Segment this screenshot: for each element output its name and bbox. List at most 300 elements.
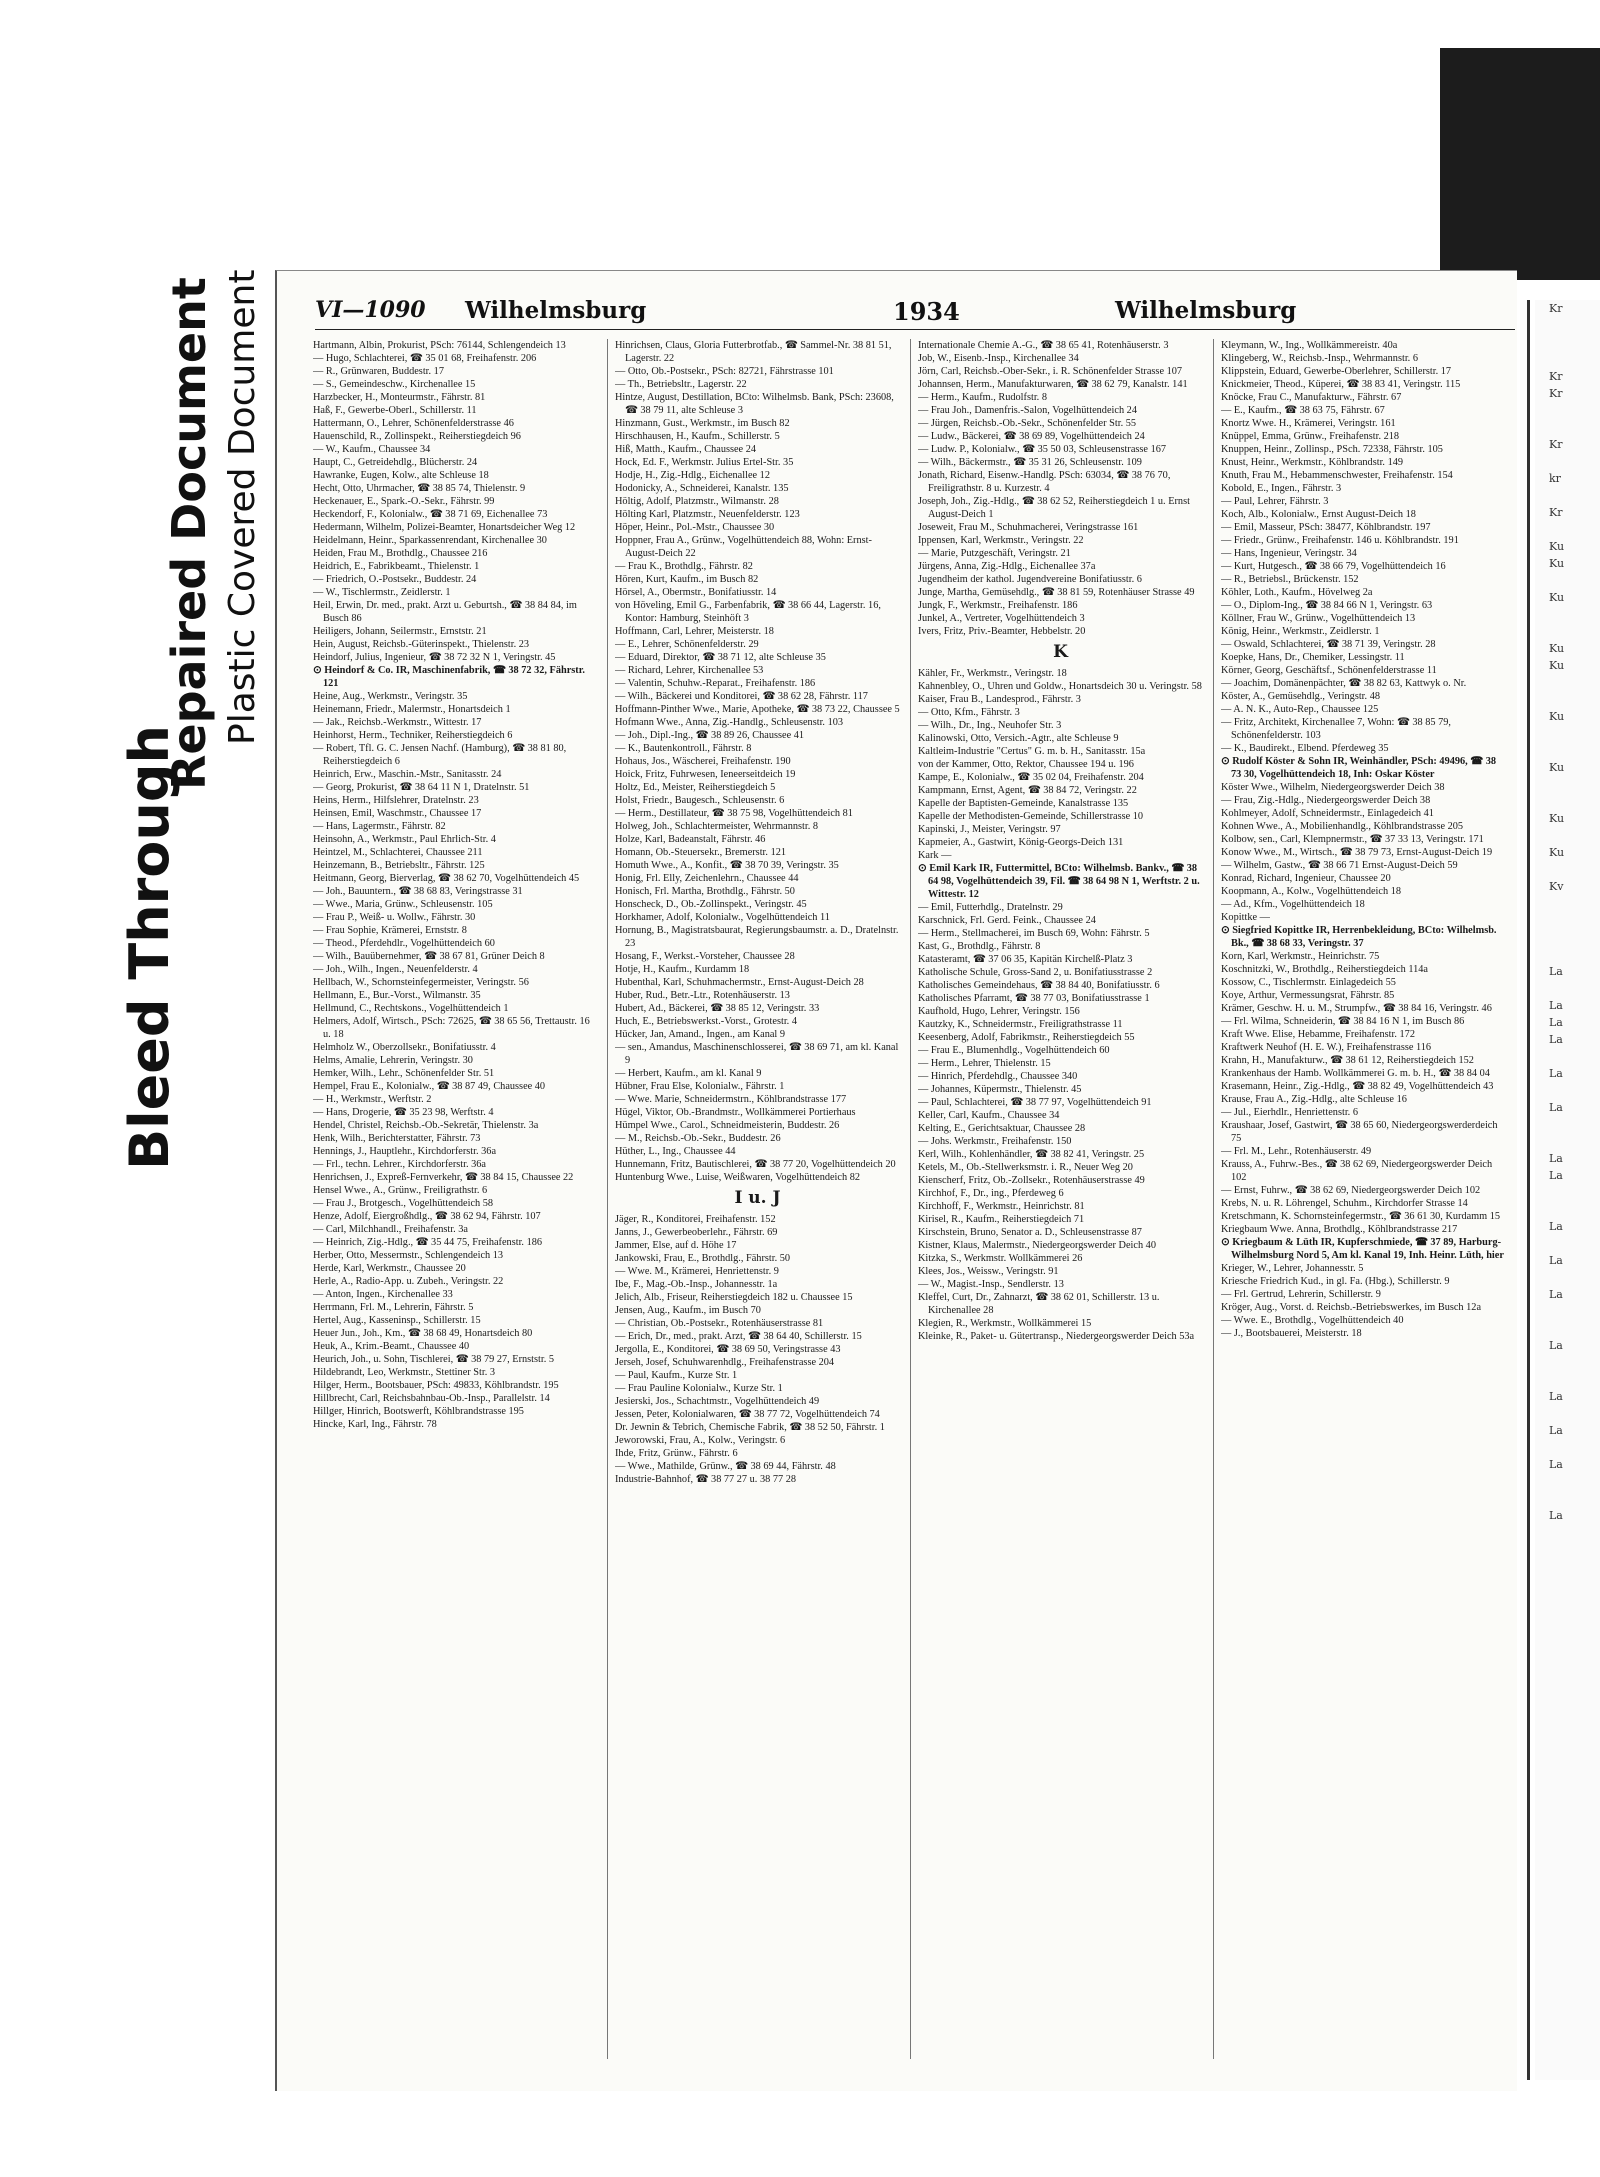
next-page-line: La bbox=[1549, 1424, 1563, 1437]
next-page-line: Kr bbox=[1549, 438, 1563, 451]
directory-entry: Jonath, Richard, Eisenw.-Handlg. PSch: 63034, ☎ 38 76 70, Freiligrathstr. 8 u. Kurzestr. 4 bbox=[918, 470, 1171, 494]
directory-entry: Knust, Heinr., Werkmstr., Köhlbrandstr. 149 bbox=[1221, 457, 1404, 468]
directory-entry: Hörsel, A., Obermstr., Bonifatiusstr. 14 bbox=[615, 587, 777, 598]
directory-entry: Kobold, E., Ingen., Fährstr. 3 bbox=[1221, 483, 1342, 494]
directory-entry: Honisch, Frl. Martha, Brothdlg., Fährstr. 50 bbox=[615, 886, 795, 897]
directory-entry: Hawranke, Eugen, Kolw., alte Schleuse 18 bbox=[313, 470, 489, 481]
directory-entry: Hattermann, O., Lehrer, Schönenfelderstrasse 46 bbox=[313, 418, 514, 429]
directory-entry: Kleinke, R., Paket- u. Gütertransp., Niedergeorgswerder Deich 53a bbox=[918, 1331, 1195, 1342]
next-page-line: La bbox=[1549, 1033, 1563, 1046]
directory-entry: — Frau Pauline Kolonialw., Kurze Str. 1 bbox=[615, 1383, 783, 1394]
next-page-line bbox=[1535, 1439, 1600, 1456]
column-divider bbox=[1213, 339, 1214, 2059]
directory-entry: — W., Kaufm., Chaussee 34 bbox=[313, 444, 431, 455]
directory-entry: — A. N. K., Auto-Rep., Chaussee 125 bbox=[1221, 704, 1379, 715]
directory-entry: Krause, Frau A., Zig.-Hdlg., alte Schleuse 16 bbox=[1221, 1094, 1407, 1105]
directory-entry: Holtz, Ed., Meister, Reiherstiegdeich 5 bbox=[615, 782, 776, 793]
directory-entry: Kark — bbox=[918, 850, 952, 861]
directory-entry: Heiden, Frau M., Brothdlg., Chaussee 216 bbox=[313, 548, 488, 559]
directory-entry: Jäger, R., Konditorei, Freihafenstr. 152 bbox=[615, 1214, 776, 1225]
column-divider bbox=[607, 339, 608, 2059]
directory-entry: Hoffmann, Carl, Lehrer, Meisterstr. 18 bbox=[615, 626, 774, 637]
next-page-line: La bbox=[1549, 1016, 1563, 1029]
directory-entry: — Herm., Destillateur, ☎ 38 75 98, Vogelhüttendeich 81 bbox=[615, 808, 853, 819]
next-page-line bbox=[1535, 946, 1600, 963]
directory-entry: — Valentin, Schuhw.-Reparat., Freihafenstr. 186 bbox=[615, 678, 816, 689]
directory-entry: Koye, Arthur, Vermessungsrat, Fährstr. 85 bbox=[1221, 990, 1395, 1001]
directory-entry: Kistner, Klaus, Malermstr., Niedergeorgswerder Deich 40 bbox=[918, 1240, 1156, 1251]
directory-entry: Köster Wwe., Wilhelm, Niedergeorgswerder Deich 38 bbox=[1221, 782, 1445, 793]
directory-column-1 bbox=[313, 339, 598, 2059]
directory-entry: — Ludw., Bäckerei, ☎ 38 69 89, Vogelhüttendeich 24 bbox=[918, 431, 1145, 442]
directory-entry: Heinzemann, B., Betriebsltr., Fährstr. 125 bbox=[313, 860, 485, 871]
directory-entry: — Joh., Dipl.-Ing., ☎ 38 89 26, Chaussee 41 bbox=[615, 730, 805, 741]
directory-entry: — Wwe. Marie, Schneidermstrn., Köhlbrandstrasse 177 bbox=[615, 1094, 847, 1105]
directory-entry: ⊙ Rudolf Köster & Sohn IR, Weinhändler, PSch: 49496, ☎ 38 73 30, Vogelhüttendeich 18, Inh: Oskar Köster bbox=[1221, 756, 1497, 780]
directory-entry: — Frau Sophie, Krämerei, Ernststr. 8 bbox=[313, 925, 467, 936]
directory-entry: Jungk, F., Werkmstr., Freihafenstr. 186 bbox=[918, 600, 1078, 611]
directory-entry: — Frl. Wilma, Schneiderin, ☎ 38 84 16 N 1, im Busch 86 bbox=[1221, 1016, 1465, 1027]
directory-entry: Hubenthal, Karl, Schuhmachermstr., Ernst-August-Deich 28 bbox=[615, 977, 864, 988]
directory-entry: Horkhamer, Adolf, Kolonialw., Vogelhüttendeich 11 bbox=[615, 912, 830, 923]
directory-entry: Kitzka, S., Werkmstr. Wollkämmerei 26 bbox=[918, 1253, 1083, 1264]
directory-entry: — Wwe., Mathilde, Grünw., ☎ 38 69 44, Fährstr. 48 bbox=[615, 1461, 836, 1472]
directory-entry: — Herm., Lehrer, Thielenstr. 15 bbox=[918, 1058, 1051, 1069]
directory-entry: Internationale Chemie A.-G., ☎ 38 65 41, Rotenhäuserstr. 3 bbox=[918, 340, 1169, 351]
directory-entry: Hein, August, Reichsb.-Güterinspekt., Thielenstr. 23 bbox=[313, 639, 530, 650]
directory-entry: Kröger, Aug., Vorst. d. Reichsb.-Betriebswerkes, im Busch 12a bbox=[1221, 1302, 1482, 1313]
next-page-line: Ku bbox=[1549, 557, 1565, 570]
directory-entry: Hertel, Aug., Kasseninsp., Schillerstr. 15 bbox=[313, 1315, 481, 1326]
directory-entry: — Heinrich, Zig.-Hdlg., ☎ 35 44 75, Freihafenstr. 186 bbox=[313, 1237, 543, 1248]
directory-entry: Homann, Ob.-Steuersekr., Bremerstr. 121 bbox=[615, 847, 787, 858]
directory-entry: Konrad, Richard, Ingenieur, Chaussee 20 bbox=[1221, 873, 1391, 884]
directory-entry: — Erich, Dr., med., prakt. Arzt, ☎ 38 64 40, Schillerstr. 15 bbox=[615, 1331, 862, 1342]
directory-entry: Hümpel Wwe., Carol., Schneidmeisterin, Buddestr. 26 bbox=[615, 1120, 840, 1131]
directory-entry: Hemker, Wilh., Lehr., Schönenfelder Str. 51 bbox=[313, 1068, 495, 1079]
directory-entry: Ibe, F., Mag.-Ob.-Insp., Johannesstr. 1a bbox=[615, 1279, 778, 1290]
directory-entry: Kerl, Wilh., Kohlenhändler, ☎ 38 82 41, Veringstr. 25 bbox=[918, 1149, 1145, 1160]
directory-entry: — Fritz, Architekt, Kirchenallee 7, Wohn: ☎ 38 85 79, Schönenfelderstr. 103 bbox=[1221, 717, 1452, 741]
directory-entry: — Frl. Gertrud, Lehrerin, Schillerstr. 9 bbox=[1221, 1289, 1381, 1300]
directory-entry: Herrmann, Frl. M., Lehrerin, Fährstr. 5 bbox=[313, 1302, 474, 1313]
next-page-line: Kr bbox=[1549, 370, 1563, 383]
directory-entry: Helms, Amalie, Lehrerin, Veringstr. 30 bbox=[313, 1055, 473, 1066]
directory-entry: Krankenhaus der Hamb. Wollkämmerei G. m. b. H., ☎ 38 84 04 bbox=[1221, 1068, 1490, 1079]
directory-entry: Koch, Alb., Kolonialw., Ernst August-Deich 18 bbox=[1221, 509, 1416, 520]
next-page-line: La bbox=[1549, 1339, 1563, 1352]
directory-entry: Heins, Herm., Hilfslehrer, Dratelnstr. 23 bbox=[313, 795, 479, 806]
directory-entry: Hotje, H., Kaufm., Kurdamm 18 bbox=[615, 964, 750, 975]
directory-entry: Hillger, Hinrich, Bootswerft, Köhlbrandstrasse 195 bbox=[313, 1406, 524, 1417]
directory-entry: — R., Betriebsl., Brückenstr. 152 bbox=[1221, 574, 1359, 585]
directory-entry: Hornung, B., Magistratsbaurat, Regierungsbaumstr. a. D., Dratelnstr. 23 bbox=[615, 925, 899, 949]
repaired-document-label: Repaired Document bbox=[162, 277, 216, 790]
directory-entry: — Frau E., Blumenhdlg., Vogelhüttendeich 60 bbox=[918, 1045, 1110, 1056]
directory-entry: Heuer Jun., Joh., Km., ☎ 38 68 49, Honartsdeich 80 bbox=[313, 1328, 533, 1339]
directory-entry: Jessen, Peter, Kolonialwaren, ☎ 38 77 72, Vogelhüttendeich 74 bbox=[615, 1409, 880, 1420]
next-page-line bbox=[1535, 317, 1600, 334]
next-page-line bbox=[1535, 793, 1600, 810]
directory-entry: Hauenschild, R., Zollinspekt., Reiherstiegdeich 96 bbox=[313, 431, 521, 442]
directory-entry: Heinsohn, A., Werkmstr., Paul Ehrlich-Str. 4 bbox=[313, 834, 496, 845]
directory-entry: — S., Gemeindeschw., Kirchenallee 15 bbox=[313, 379, 476, 390]
directory-entry: Klees, Jos., Weissw., Veringstr. 91 bbox=[918, 1266, 1059, 1277]
directory-entry: Krämer, Geschw. H. u. M., Strumpfw., ☎ 38 84 16, Veringstr. 46 bbox=[1221, 1003, 1492, 1014]
directory-entry: — Wilh., Dr., Ing., Neuhofer Str. 3 bbox=[918, 720, 1062, 731]
directory-entry: Jesierski, Jos., Schachtmstr., Vogelhüttendeich 49 bbox=[615, 1396, 820, 1407]
directory-entry: Knüppel, Emma, Grünw., Freihafenstr. 218 bbox=[1221, 431, 1400, 442]
directory-entry: Ihde, Fritz, Grünw., Fährstr. 6 bbox=[615, 1448, 738, 1459]
directory-entry: Kretschmann, K. Schornsteinfegermstr., ☎ 36 61 30, Kurdamm 15 bbox=[1221, 1211, 1501, 1222]
directory-entry: — Frau, Zig.-Hdlg., Niedergeorgswerder Deich 38 bbox=[1221, 795, 1431, 806]
directory-entry: — Friedr., Grünw., Freihafenstr. 146 u. Köhlbrandstr. 191 bbox=[1221, 535, 1459, 546]
directory-entry: — Ernst, Fuhrw., ☎ 38 62 69, Niedergeorgswerder Deich 102 bbox=[1221, 1185, 1481, 1196]
directory-entry: Konow Wwe., M., Wirtsch., ☎ 38 79 73, Ernst-August-Deich 19 bbox=[1221, 847, 1493, 858]
directory-entry: — Hans, Drogerie, ☎ 35 23 98, Werftstr. 4 bbox=[313, 1107, 494, 1118]
directory-entry: Jugendheim der kathol. Jugendvereine Bonifatiusstr. 6 bbox=[918, 574, 1142, 585]
directory-entry: Hedermann, Wilhelm, Polizei-Beamter, Honartsdeicher Weg 12 bbox=[313, 522, 576, 533]
directory-entry: ⊙ Heindorf & Co. IR, Maschinenfabrik, ☎ 38 72 32, Fährstr. 121 bbox=[313, 665, 585, 689]
directory-entry: Krasemann, Heinr., Zig.-Hdlg., ☎ 38 82 49, Vogelhüttendeich 43 bbox=[1221, 1081, 1494, 1092]
directory-entry: ⊙ Kriegbaum & Lüth IR, Kupferschmiede, ☎ 37 89, Harburg-Wilhelmsburg Nord 5, Am kl. Kanal 19, Inh. Heinr. Lüth, hier bbox=[1221, 1237, 1504, 1261]
directory-entry: — Ludw. P., Kolonialw., ☎ 35 50 03, Schleusenstrasse 167 bbox=[918, 444, 1167, 455]
directory-entry: Henrichsen, J., Expreß-Fernverkehr, ☎ 38 84 15, Chaussee 22 bbox=[313, 1172, 574, 1183]
directory-entry: Kirschstein, Bruno, Senator a. D., Schleusenstrasse 87 bbox=[918, 1227, 1142, 1238]
directory-entry: — Christian, Ob.-Postsekr., Rotenhäuserstrasse 81 bbox=[615, 1318, 824, 1329]
directory-entry: Kaiser, Frau B., Landesprod., Fährstr. 3 bbox=[918, 694, 1081, 705]
next-page-line: Kr bbox=[1549, 506, 1563, 519]
directory-entry: Kirchhoff, F., Werkmstr., Heinrichstr. 81 bbox=[918, 1201, 1085, 1212]
directory-entry: Hennings, J., Hauptlehr., Kirchdorferstr. 36a bbox=[313, 1146, 497, 1157]
next-page-line: Ku bbox=[1549, 812, 1565, 825]
directory-entry: Heinrich, Erw., Maschin.-Mstr., Sanitasstr. 24 bbox=[313, 769, 502, 780]
directory-entry: Krahn, H., Manufakturw., ☎ 38 61 12, Reiherstiegdeich 152 bbox=[1221, 1055, 1474, 1066]
next-page-line bbox=[1535, 419, 1600, 436]
directory-entry: Hubert, Ad., Bäckerei, ☎ 38 85 12, Veringstr. 33 bbox=[615, 1003, 820, 1014]
directory-entry: — Frl. M., Lehr., Rotenhäuserstr. 49 bbox=[1221, 1146, 1372, 1157]
next-page-line: La bbox=[1549, 1067, 1563, 1080]
directory-entry: Hören, Kurt, Kaufm., im Busch 82 bbox=[615, 574, 759, 585]
directory-entry: Katholisches Gemeindehaus, ☎ 38 84 40, Bonifatiusstr. 6 bbox=[918, 980, 1160, 991]
directory-entry: Kahnenbley, O., Uhren und Goldw., Honartsdeich 30 u. Veringstr. 58 bbox=[918, 681, 1202, 692]
directory-entry: Hillbrecht, Carl, Reichsbahnbau-Ob.-Insp., Parallelstr. 14 bbox=[313, 1393, 550, 1404]
directory-entry: Heckenauer, E., Spark.-O.-Sekr., Fährstr. 99 bbox=[313, 496, 495, 507]
directory-entry: Kapinski, J., Meister, Veringstr. 97 bbox=[918, 824, 1061, 835]
directory-entry: — H., Werkmstr., Werftstr. 2 bbox=[313, 1094, 432, 1105]
directory-entry: — Wilh., Bauübernehmer, ☎ 38 67 81, Grüner Deich 8 bbox=[313, 951, 545, 962]
directory-entry: Heinsen, Emil, Waschmstr., Chaussee 17 bbox=[313, 808, 482, 819]
next-page-line: Ku bbox=[1549, 642, 1565, 655]
next-page-line: Ku bbox=[1549, 846, 1565, 859]
directory-entry: Krieger, W., Lehrer, Johannesstr. 5 bbox=[1221, 1263, 1364, 1274]
section-heading: I u. J bbox=[734, 1188, 781, 1208]
directory-entry: — Hinrich, Pferdehdlg., Chaussee 340 bbox=[918, 1071, 1078, 1082]
header-year: 1934 bbox=[893, 297, 960, 326]
directory-entry: Kraftwerk Neuhof (H. E. W.), Freihafenstrasse 116 bbox=[1221, 1042, 1432, 1053]
directory-entry: — Wilh., Bäckermstr., ☎ 35 31 26, Schleusenstr. 109 bbox=[918, 457, 1142, 468]
header-city-left: Wilhelmsburg bbox=[465, 297, 647, 324]
directory-entry: Hecht, Otto, Uhrmacher, ☎ 38 85 74, Thielenstr. 9 bbox=[313, 483, 526, 494]
next-page-line bbox=[1535, 1082, 1600, 1099]
directory-entry: Knuth, Frau M., Hebammenschwester, Freihafenstr. 154 bbox=[1221, 470, 1453, 481]
directory-entry: Hübner, Frau Else, Kolonialw., Fährstr. 1 bbox=[615, 1081, 785, 1092]
directory-entry: Dr. Jewnin & Tebrich, Chemische Fabrik, ☎ 38 52 50, Fährstr. 1 bbox=[615, 1422, 885, 1433]
directory-entry: — Wwe., Maria, Grünw., Schleusenstr. 105 bbox=[313, 899, 493, 910]
directory-entry: Holst, Friedr., Baugesch., Schleusenstr. 6 bbox=[615, 795, 785, 806]
next-page-line: La bbox=[1549, 1458, 1563, 1471]
next-page-line bbox=[1535, 827, 1600, 844]
directory-entry: Kohnen Wwe., A., Mobilienhandlg., Köhlbrandstrasse 205 bbox=[1221, 821, 1464, 832]
next-page-line bbox=[1535, 1116, 1600, 1133]
directory-entry: Kleymann, W., Ing., Wollkämmereistr. 40a bbox=[1221, 340, 1398, 351]
directory-entry: Heintzel, M., Schlachterei, Chaussee 211 bbox=[313, 847, 483, 858]
column-divider bbox=[910, 339, 911, 2059]
directory-entry: Hempel, Frau E., Kolonialw., ☎ 38 87 49, Chaussee 40 bbox=[313, 1081, 546, 1092]
directory-entry: — Johannes, Küpermstr., Thielenstr. 45 bbox=[918, 1084, 1082, 1095]
directory-entry: ⊙ Emil Kark IR, Futtermittel, BCto: Wilhelmsb. Bankv., ☎ 38 64 98, Vogelhüttendeich 39, Fil. ☎ 38 64 98 N 1, Werftstr. 2 u. Wittestr. 12 bbox=[918, 863, 1200, 900]
next-page-line bbox=[1535, 725, 1600, 742]
directory-entry: — E., Kaufm., ☎ 38 63 75, Fährstr. 67 bbox=[1221, 405, 1385, 416]
next-page-line bbox=[1535, 1184, 1600, 1201]
directory-entry: Henk, Wilh., Berichterstatter, Fährstr. 73 bbox=[313, 1133, 481, 1144]
directory-entry: — Herm., Stellmacherei, im Busch 69, Wohn: Fährstr. 5 bbox=[918, 928, 1150, 939]
directory-entry: Kossow, C., Tischlermstr. Einlagedeich 55 bbox=[1221, 977, 1396, 988]
next-page-line: Kv bbox=[1549, 880, 1564, 893]
directory-entry: Kast, G., Brothdlg., Fährstr. 8 bbox=[918, 941, 1041, 952]
directory-entry: Herde, Karl, Werkmstr., Chaussee 20 bbox=[313, 1263, 466, 1274]
directory-entry: Kopittke — bbox=[1221, 912, 1270, 923]
directory-entry: Hellbach, W., Schornsteinfegermeister, Veringstr. 56 bbox=[313, 977, 529, 988]
directory-entry: Huntenburg Wwe., Luise, Weißwaren, Vogelhüttendeich 82 bbox=[615, 1172, 861, 1183]
directory-entry: Hodonicky, A., Schneiderei, Kanalstr. 135 bbox=[615, 483, 789, 494]
next-page-line: La bbox=[1549, 1254, 1563, 1267]
directory-entry: — Frau Joh., Damenfris.-Salon, Vogelhüttendeich 24 bbox=[918, 405, 1137, 416]
directory-entry: Kähler, Fr., Werkmstr., Veringstr. 18 bbox=[918, 668, 1067, 679]
directory-entry: Hohaus, Jos., Wäscherei, Freihafenstr. 190 bbox=[615, 756, 791, 767]
directory-entry: Hoffmann-Pinther Wwe., Marie, Apotheke, ☎ 38 73 22, Chaussee 5 bbox=[615, 704, 900, 715]
next-page-line bbox=[1535, 1269, 1600, 1286]
directory-entry: — Herm., Kaufm., Rudolfstr. 8 bbox=[918, 392, 1047, 403]
directory-entry: Höltig, Adolf, Platzmstr., Wilmanstr. 28 bbox=[615, 496, 779, 507]
directory-entry: Hölting Karl, Platzmstr., Neuenfelderstr. 123 bbox=[615, 509, 800, 520]
directory-entry: ⊙ Siegfried Kopittke IR, Herrenbekleidung, BCto: Wilhelmsb. Bk., ☎ 38 68 33, Veringstr. 37 bbox=[1221, 925, 1497, 949]
directory-entry: — Joh., Wilh., Ingen., Neuenfelderstr. 4 bbox=[313, 964, 478, 975]
directory-entry: — Friedrich, O.-Postsekr., Buddestr. 24 bbox=[313, 574, 477, 585]
directory-entry: Jeworowski, Frau, A., Kolw., Veringstr. 6 bbox=[615, 1435, 786, 1446]
directory-entry: Knickmeier, Theod., Küperei, ☎ 38 83 41, Veringstr. 115 bbox=[1221, 379, 1461, 390]
directory-entry: Koepke, Hans, Dr., Chemiker, Lessingstr. 11 bbox=[1221, 652, 1405, 663]
directory-entry: — Richard, Lehrer, Kirchenallee 53 bbox=[615, 665, 764, 676]
directory-entry: Hügel, Viktor, Ob.-Brandmstr., Wollkämmerei Portierhaus bbox=[615, 1107, 856, 1118]
directory-entry: Jensen, Aug., Kaufm., im Busch 70 bbox=[615, 1305, 761, 1316]
directory-entry: — Oswald, Schlachterei, ☎ 38 71 39, Veringstr. 28 bbox=[1221, 639, 1436, 650]
directory-entry: Hildebrandt, Leo, Werkmstr., Stettiner Str. 3 bbox=[313, 1367, 496, 1378]
next-page-line: Kr bbox=[1549, 302, 1563, 315]
next-page-line: Kr bbox=[1549, 387, 1563, 400]
directory-entry: Homuth Wwe., A., Konfit., ☎ 38 70 39, Veringstr. 35 bbox=[615, 860, 839, 871]
next-page-line: Ku bbox=[1549, 710, 1565, 723]
directory-entry: — Jul., Eierhdlr., Henriettenstr. 6 bbox=[1221, 1107, 1358, 1118]
directory-entry: — Hans, Ingenieur, Veringstr. 34 bbox=[1221, 548, 1357, 559]
directory-entry: Hendel, Christel, Reichsb.-Ob.-Sekretär, Thielenstr. 3a bbox=[313, 1120, 539, 1131]
directory-entry: Hunnemann, Fritz, Bautischlerei, ☎ 38 77 20, Vogelhüttendeich 20 bbox=[615, 1159, 896, 1170]
directory-entry: Kriegbaum Wwe. Anna, Brothdlg., Köhlbrandstrasse 217 bbox=[1221, 1224, 1458, 1235]
plastic-covered-label: Plastic Covered Document bbox=[222, 269, 263, 745]
directory-entry: Klippstein, Eduard, Gewerbe-Oberlehrer, Schillerstr. 17 bbox=[1221, 366, 1452, 377]
directory-entry: Helmholz W., Oberzollsekr., Bonifatiusstr. 4 bbox=[313, 1042, 496, 1053]
directory-entry: — Frau J., Brotgesch., Vogelhüttendeich 58 bbox=[313, 1198, 494, 1209]
next-page-line: kr bbox=[1549, 472, 1561, 485]
next-page-line: La bbox=[1549, 999, 1563, 1012]
directory-entry: Hoick, Fritz, Fuhrwesen, Ieneerseitdeich 19 bbox=[615, 769, 796, 780]
directory-entry: Harzbecker, H., Monteurmstr., Fährstr. 81 bbox=[313, 392, 486, 403]
directory-entry: Keesenberg, Adolf, Fabrikmstr., Reiherstiegdeich 55 bbox=[918, 1032, 1135, 1043]
directory-entry: — Carl, Milchhandl., Freihafenstr. 3a bbox=[313, 1224, 468, 1235]
directory-entry: Kleffel, Curt, Dr., Zahnarzt, ☎ 38 62 01, Schillerstr. 13 u. Kirchenallee 28 bbox=[918, 1292, 1160, 1316]
directory-entry: Ivers, Fritz, Priv.-Beamter, Hebbelstr. 20 bbox=[918, 626, 1086, 637]
directory-entry: Jammer, Else, auf d. Höhe 17 bbox=[615, 1240, 737, 1251]
directory-entry: Heidelmann, Heinr., Sparkassenrendant, Kirchenallee 30 bbox=[313, 535, 547, 546]
directory-entry: — Emil, Futterhdlg., Dratelnstr. 29 bbox=[918, 902, 1063, 913]
scanner-dark-band bbox=[1440, 48, 1600, 280]
directory-entry: Katholisches Pfarramt, ☎ 38 77 03, Bonifatiusstrasse 1 bbox=[918, 993, 1150, 1004]
directory-page bbox=[275, 270, 1517, 2091]
directory-entry: — Wilh., Bäckerei und Konditorei, ☎ 38 62 28, Fährstr. 117 bbox=[615, 691, 868, 702]
directory-entry: König, Heinr., Werkmstr., Zeidlerstr. 1 bbox=[1221, 626, 1380, 637]
directory-entry: Köhler, Loth., Kaufm., Hövelweg 2a bbox=[1221, 587, 1373, 598]
directory-entry: Job, W., Eisenb.-Insp., Kirchenallee 34 bbox=[918, 353, 1079, 364]
directory-entry: Jerseh, Josef, Schuhwarenhdlg., Freihafenstrasse 204 bbox=[615, 1357, 835, 1368]
directory-column-4 bbox=[1221, 339, 1506, 2059]
directory-entry: Industrie-Bahnhof, ☎ 38 77 27 u. 38 77 28 bbox=[615, 1474, 796, 1485]
directory-entry: Kienscherf, Fritz, Ob.-Zollsekr., Rotenhäuserstrasse 49 bbox=[918, 1175, 1145, 1186]
directory-entry: — Frau K., Brothdlg., Fährstr. 82 bbox=[615, 561, 753, 572]
directory-entry: Kalinowski, Otto, Versich.-Agtr., alte Schleuse 9 bbox=[918, 733, 1119, 744]
directory-entry: Heuk, A., Krim.-Beamt., Chaussee 40 bbox=[313, 1341, 470, 1352]
directory-entry: — Hans, Lagermstr., Fährstr. 82 bbox=[313, 821, 446, 832]
next-page-fragment bbox=[1535, 300, 1600, 2080]
directory-entry: Huch, E., Betriebswerkst.-Vorst., Grotestr. 4 bbox=[615, 1016, 797, 1027]
directory-entry: — Robert, Tfl. G. C. Jensen Nachf. (Hamburg), ☎ 38 81 80, Reiherstiegdeich 6 bbox=[313, 743, 567, 767]
directory-entry: Junkel, A., Vertreter, Vogelhüttendeich 3 bbox=[918, 613, 1085, 624]
next-page-line bbox=[1535, 1235, 1600, 1252]
next-page-line bbox=[1535, 691, 1600, 708]
next-page-line bbox=[1535, 1405, 1600, 1422]
directory-entry: — Anton, Ingen., Kirchenallee 33 bbox=[313, 1289, 453, 1300]
directory-entry: Korn, Karl, Werkmstr., Heinrichstr. 75 bbox=[1221, 951, 1380, 962]
directory-entry: Körner, Georg, Geschäftsf., Schönenfelderstrasse 11 bbox=[1221, 665, 1437, 676]
next-page-line bbox=[1535, 334, 1600, 351]
directory-entry: Höper, Heinr., Pol.-Mstr., Chaussee 30 bbox=[615, 522, 775, 533]
directory-entry: Hosang, F., Werkst.-Vorsteher, Chaussee 28 bbox=[615, 951, 795, 962]
next-page-line bbox=[1535, 453, 1600, 470]
directory-entry: Ketels, M., Ob.-Stellwerksmstr. i. R., Neuer Weg 20 bbox=[918, 1162, 1133, 1173]
directory-entry: — Paul, Lehrer, Fährstr. 3 bbox=[1221, 496, 1329, 507]
directory-entry: Hücker, Jan, Amand., Ingen., am Kanal 9 bbox=[615, 1029, 786, 1040]
next-page-line bbox=[1535, 402, 1600, 419]
directory-entry: — Eduard, Direktor, ☎ 38 71 12, alte Schleuse 35 bbox=[615, 652, 826, 663]
directory-entry: von der Kammer, Otto, Rektor, Chaussee 194 u. 196 bbox=[918, 759, 1134, 770]
next-page-line bbox=[1535, 929, 1600, 946]
directory-entry: Jankowski, Frau, E., Brothdlg., Fährstr. 50 bbox=[615, 1253, 791, 1264]
directory-entry: Keller, Carl, Kaufm., Chaussee 34 bbox=[918, 1110, 1060, 1121]
next-page-edge bbox=[1527, 300, 1530, 2080]
directory-entry: — W., Tischlermstr., Zeidlerstr. 1 bbox=[313, 587, 451, 598]
section-heading: K bbox=[1053, 642, 1068, 662]
directory-entry: Knuppen, Heinr., Zollinsp., PSch. 72338, Fährstr. 105 bbox=[1221, 444, 1443, 455]
directory-entry: Huber, Rud., Betr.-Ltr., Rotenhäuserstr. 13 bbox=[615, 990, 790, 1001]
next-page-line: Ku bbox=[1549, 591, 1565, 604]
directory-entry: — Otto, Ob.-Postsekr., PSch: 82721, Fährstrasse 101 bbox=[615, 366, 834, 377]
directory-entry: Henze, Adolf, Eiergroßhdlg., ☎ 38 62 94, Fährstr. 107 bbox=[313, 1211, 541, 1222]
directory-entry: Klingeberg, W., Reichsb.-Insp., Wehrmannstr. 6 bbox=[1221, 353, 1418, 364]
directory-entry: — O., Diplom-Ing., ☎ 38 84 66 N 1, Veringstr. 63 bbox=[1221, 600, 1433, 611]
directory-entry: — Paul, Schlachterei, ☎ 38 77 97, Vogelhüttendeich 91 bbox=[918, 1097, 1152, 1108]
next-page-line bbox=[1535, 861, 1600, 878]
directory-entry: Karschnick, Frl. Gerd. Feink., Chaussee 24 bbox=[918, 915, 1096, 926]
directory-entry: Kapelle der Methodisten-Gemeinde, Schillerstrasse 10 bbox=[918, 811, 1144, 822]
directory-entry: Hirschhausen, H., Kaufm., Schillerstr. 5 bbox=[615, 431, 780, 442]
directory-entry: Jürgens, Anna, Zig.-Hdlg., Eichenallee 37a bbox=[918, 561, 1096, 572]
directory-entry: — Theod., Pferdehdlr., Vogelhüttendeich 60 bbox=[313, 938, 495, 949]
directory-entry: Koopmann, A., Kolw., Vogelhüttendeich 18 bbox=[1221, 886, 1401, 897]
directory-entry: — J., Bootsbauerei, Meisterstr. 18 bbox=[1221, 1328, 1362, 1339]
directory-entry: Kaufhold, Hugo, Lehrer, Veringstr. 156 bbox=[918, 1006, 1080, 1017]
directory-entry: Hiß, Matth., Kaufm., Chaussee 24 bbox=[615, 444, 756, 455]
directory-entry: Krebs, N. u. R. Löhrengel, Schuhm., Kirchdorfer Strasse 14 bbox=[1221, 1198, 1468, 1209]
directory-entry: Hellmund, C., Rechtskons., Vogelhüttendeich 1 bbox=[313, 1003, 509, 1014]
directory-entry: Katasteramt, ☎ 37 06 35, Kapitän Kirchelß-Platz 3 bbox=[918, 954, 1133, 965]
directory-entry: Heinemann, Friedr., Malermstr., Honartsdeich 1 bbox=[313, 704, 511, 715]
directory-entry: Hock, Ed. F., Werkmstr. Julius Ertel-Str. 35 bbox=[615, 457, 794, 468]
directory-entry: Kirchhof, F., Dr., ing., Pferdeweg 6 bbox=[918, 1188, 1064, 1199]
directory-entry: Kampmann, Ernst, Agent, ☎ 38 84 72, Veringstr. 22 bbox=[918, 785, 1137, 796]
directory-entry: Johannsen, Herm., Manufakturwaren, ☎ 38 62 79, Kanalstr. 141 bbox=[918, 379, 1188, 390]
directory-entry: Helmers, Adolf, Wirtsch., PSch: 72625, ☎ 38 65 56, Trettaustr. 16 u. 18 bbox=[313, 1016, 590, 1040]
directory-entry: — Georg, Prokurist, ☎ 38 64 11 N 1, Dratelnstr. 51 bbox=[313, 782, 530, 793]
directory-entry: Kriesche Friedrich Kud., in gl. Fa. (Hbg.), Schillerstr. 9 bbox=[1221, 1276, 1450, 1287]
directory-entry: Honig, Frl. Elly, Zeichenlehrn., Chaussee 44 bbox=[615, 873, 799, 884]
next-page-line: La bbox=[1549, 1169, 1563, 1182]
directory-entry: Herber, Otto, Messermstr., Schlengendeich 13 bbox=[313, 1250, 504, 1261]
next-page-line: La bbox=[1549, 1390, 1563, 1403]
directory-entry: Hüther, L., Ing., Chaussee 44 bbox=[615, 1146, 736, 1157]
directory-entry: Haß, F., Gewerbe-Oberl., Schillerstr. 11 bbox=[313, 405, 477, 416]
directory-entry: — M., Reichsb.-Ob.-Sekr., Buddestr. 26 bbox=[615, 1133, 781, 1144]
directory-entry: — Kurt, Hutgesch., ☎ 38 66 79, Vogelhüttendeich 16 bbox=[1221, 561, 1446, 572]
directory-entry: — R., Grünwaren, Buddestr. 17 bbox=[313, 366, 444, 377]
directory-entry: Kolbow, sen., Carl, Klempnermstr., ☎ 37 33 13, Veringstr. 171 bbox=[1221, 834, 1484, 845]
directory-entry: Heindorf, Julius, Ingenieur, ☎ 38 72 32 N 1, Veringstr. 45 bbox=[313, 652, 556, 663]
directory-entry: Heurich, Joh., u. Sohn, Tischlerei, ☎ 38 79 27, Ernststr. 5 bbox=[313, 1354, 555, 1365]
next-page-line bbox=[1535, 980, 1600, 997]
header-city-right: Wilhelmsburg bbox=[1115, 297, 1297, 324]
directory-entry: Heil, Erwin, Dr. med., prakt. Arzt u. Geburtsh., ☎ 38 84 84, im Busch 86 bbox=[313, 600, 577, 624]
next-page-line bbox=[1535, 895, 1600, 912]
directory-entry: — Herbert, Kaufm., am kl. Kanal 9 bbox=[615, 1068, 762, 1079]
directory-entry: Herle, A., Radio-App. u. Zubeh., Veringstr. 22 bbox=[313, 1276, 504, 1287]
directory-entry: Holweg, Joh., Schlachtermeister, Wehrmannstr. 8 bbox=[615, 821, 819, 832]
next-page-line: La bbox=[1549, 1101, 1563, 1114]
next-page-line: Ku bbox=[1549, 659, 1565, 672]
directory-entry: Koschnitzki, W., Brothdlg., Reiherstiegdeich 114a bbox=[1221, 964, 1428, 975]
next-page-line: La bbox=[1549, 1288, 1563, 1301]
directory-entry: Kampe, E., Kolonialw., ☎ 35 02 04, Freihafenstr. 204 bbox=[918, 772, 1144, 783]
directory-entry: Jörn, Carl, Reichsb.-Ober-Sekr., i. R. Schönenfelder Strasse 107 bbox=[918, 366, 1183, 377]
directory-entry: Köllner, Frau W., Grünw., Vogelhüttendeich 13 bbox=[1221, 613, 1416, 624]
directory-entry: Holze, Karl, Badeanstalt, Fährstr. 46 bbox=[615, 834, 766, 845]
